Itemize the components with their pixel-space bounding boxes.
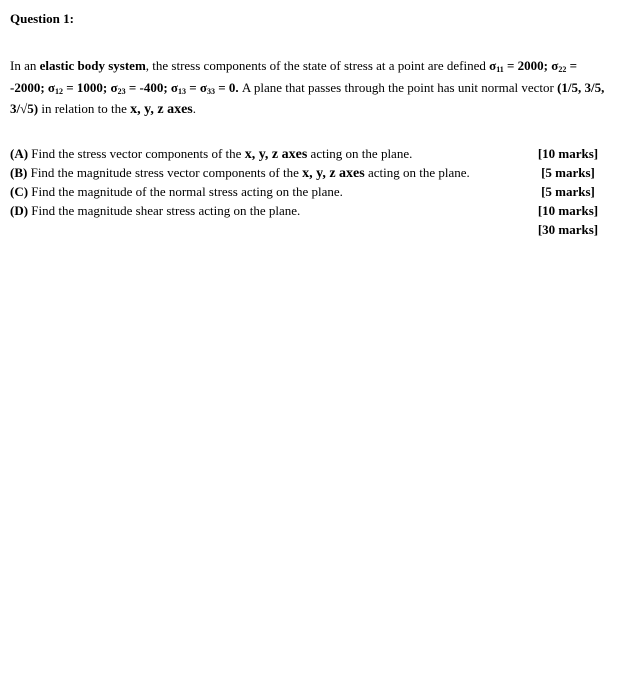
value-sigma-22: = -2000; — [10, 58, 577, 95]
question-statement — [10, 55, 610, 121]
intro-text: , the stress components of the state of stress at a point are defined — [145, 58, 490, 73]
value-sigma-11: = 2000; — [503, 58, 552, 73]
equals-sign: = — [185, 79, 200, 95]
intro-text: . — [192, 101, 196, 116]
part-a — [10, 144, 608, 163]
value-sigma-33: = 0. — [214, 79, 239, 95]
part-text: Find the magnitude shear stress acting on the plane. — [28, 203, 301, 218]
part-marks: [10 marks] — [537, 146, 599, 161]
sigma-22: $\sigma_{22}$ — [551, 58, 567, 74]
part-text: acting on the plane. — [307, 146, 413, 161]
part-text: Find the stress vector components of the — [28, 146, 245, 161]
sigma-23: $\sigma_{23}$ — [110, 79, 126, 96]
intro-text: In an — [10, 58, 40, 73]
part-marks: [5 marks] — [541, 184, 595, 199]
axes-label: x, y, z axes — [244, 147, 308, 162]
intro-text: A plane that passes through the point has unit normal vector — [238, 79, 558, 95]
part-label: (B) — [10, 165, 28, 180]
value-sigma-12: = 1000; — [63, 79, 111, 95]
unit-normal-vector: (1/5, 3/5, 3/√5) — [10, 79, 605, 116]
total-marks: [30 marks] — [537, 222, 599, 237]
sigma-13: $\sigma_{13}$ — [170, 79, 186, 96]
question-parts — [10, 144, 608, 239]
part-text: Find the magnitude stress vector components of the — [27, 165, 303, 180]
sigma-12: $\sigma_{12}$ — [47, 79, 63, 96]
part-marks: [10 marks] — [537, 203, 599, 218]
axes-label: x, y, z axes — [302, 166, 365, 181]
part-text: acting on the plane. — [364, 165, 470, 180]
sigma-11: $\sigma_{11}$ — [489, 58, 504, 74]
value-sigma-23: = -400; — [125, 79, 171, 95]
part-label: (D) — [10, 203, 29, 218]
part-d — [10, 201, 608, 220]
total-row — [10, 220, 608, 239]
part-label: (C) — [10, 184, 29, 199]
part-marks: [5 marks] — [541, 165, 595, 180]
part-label: (A) — [10, 146, 29, 161]
axes-label: x, y, z axes — [130, 102, 193, 117]
term-elastic-body-system: elastic body system — [39, 58, 146, 73]
sigma-33: $\sigma_{33}$ — [199, 79, 215, 96]
part-b — [10, 163, 608, 182]
question-title: Question 1: — [10, 11, 74, 26]
intro-text: in relation to the — [38, 101, 131, 116]
part-text: Find the magnitude of the normal stress acting on the plane. — [28, 184, 343, 199]
part-c — [10, 182, 608, 201]
